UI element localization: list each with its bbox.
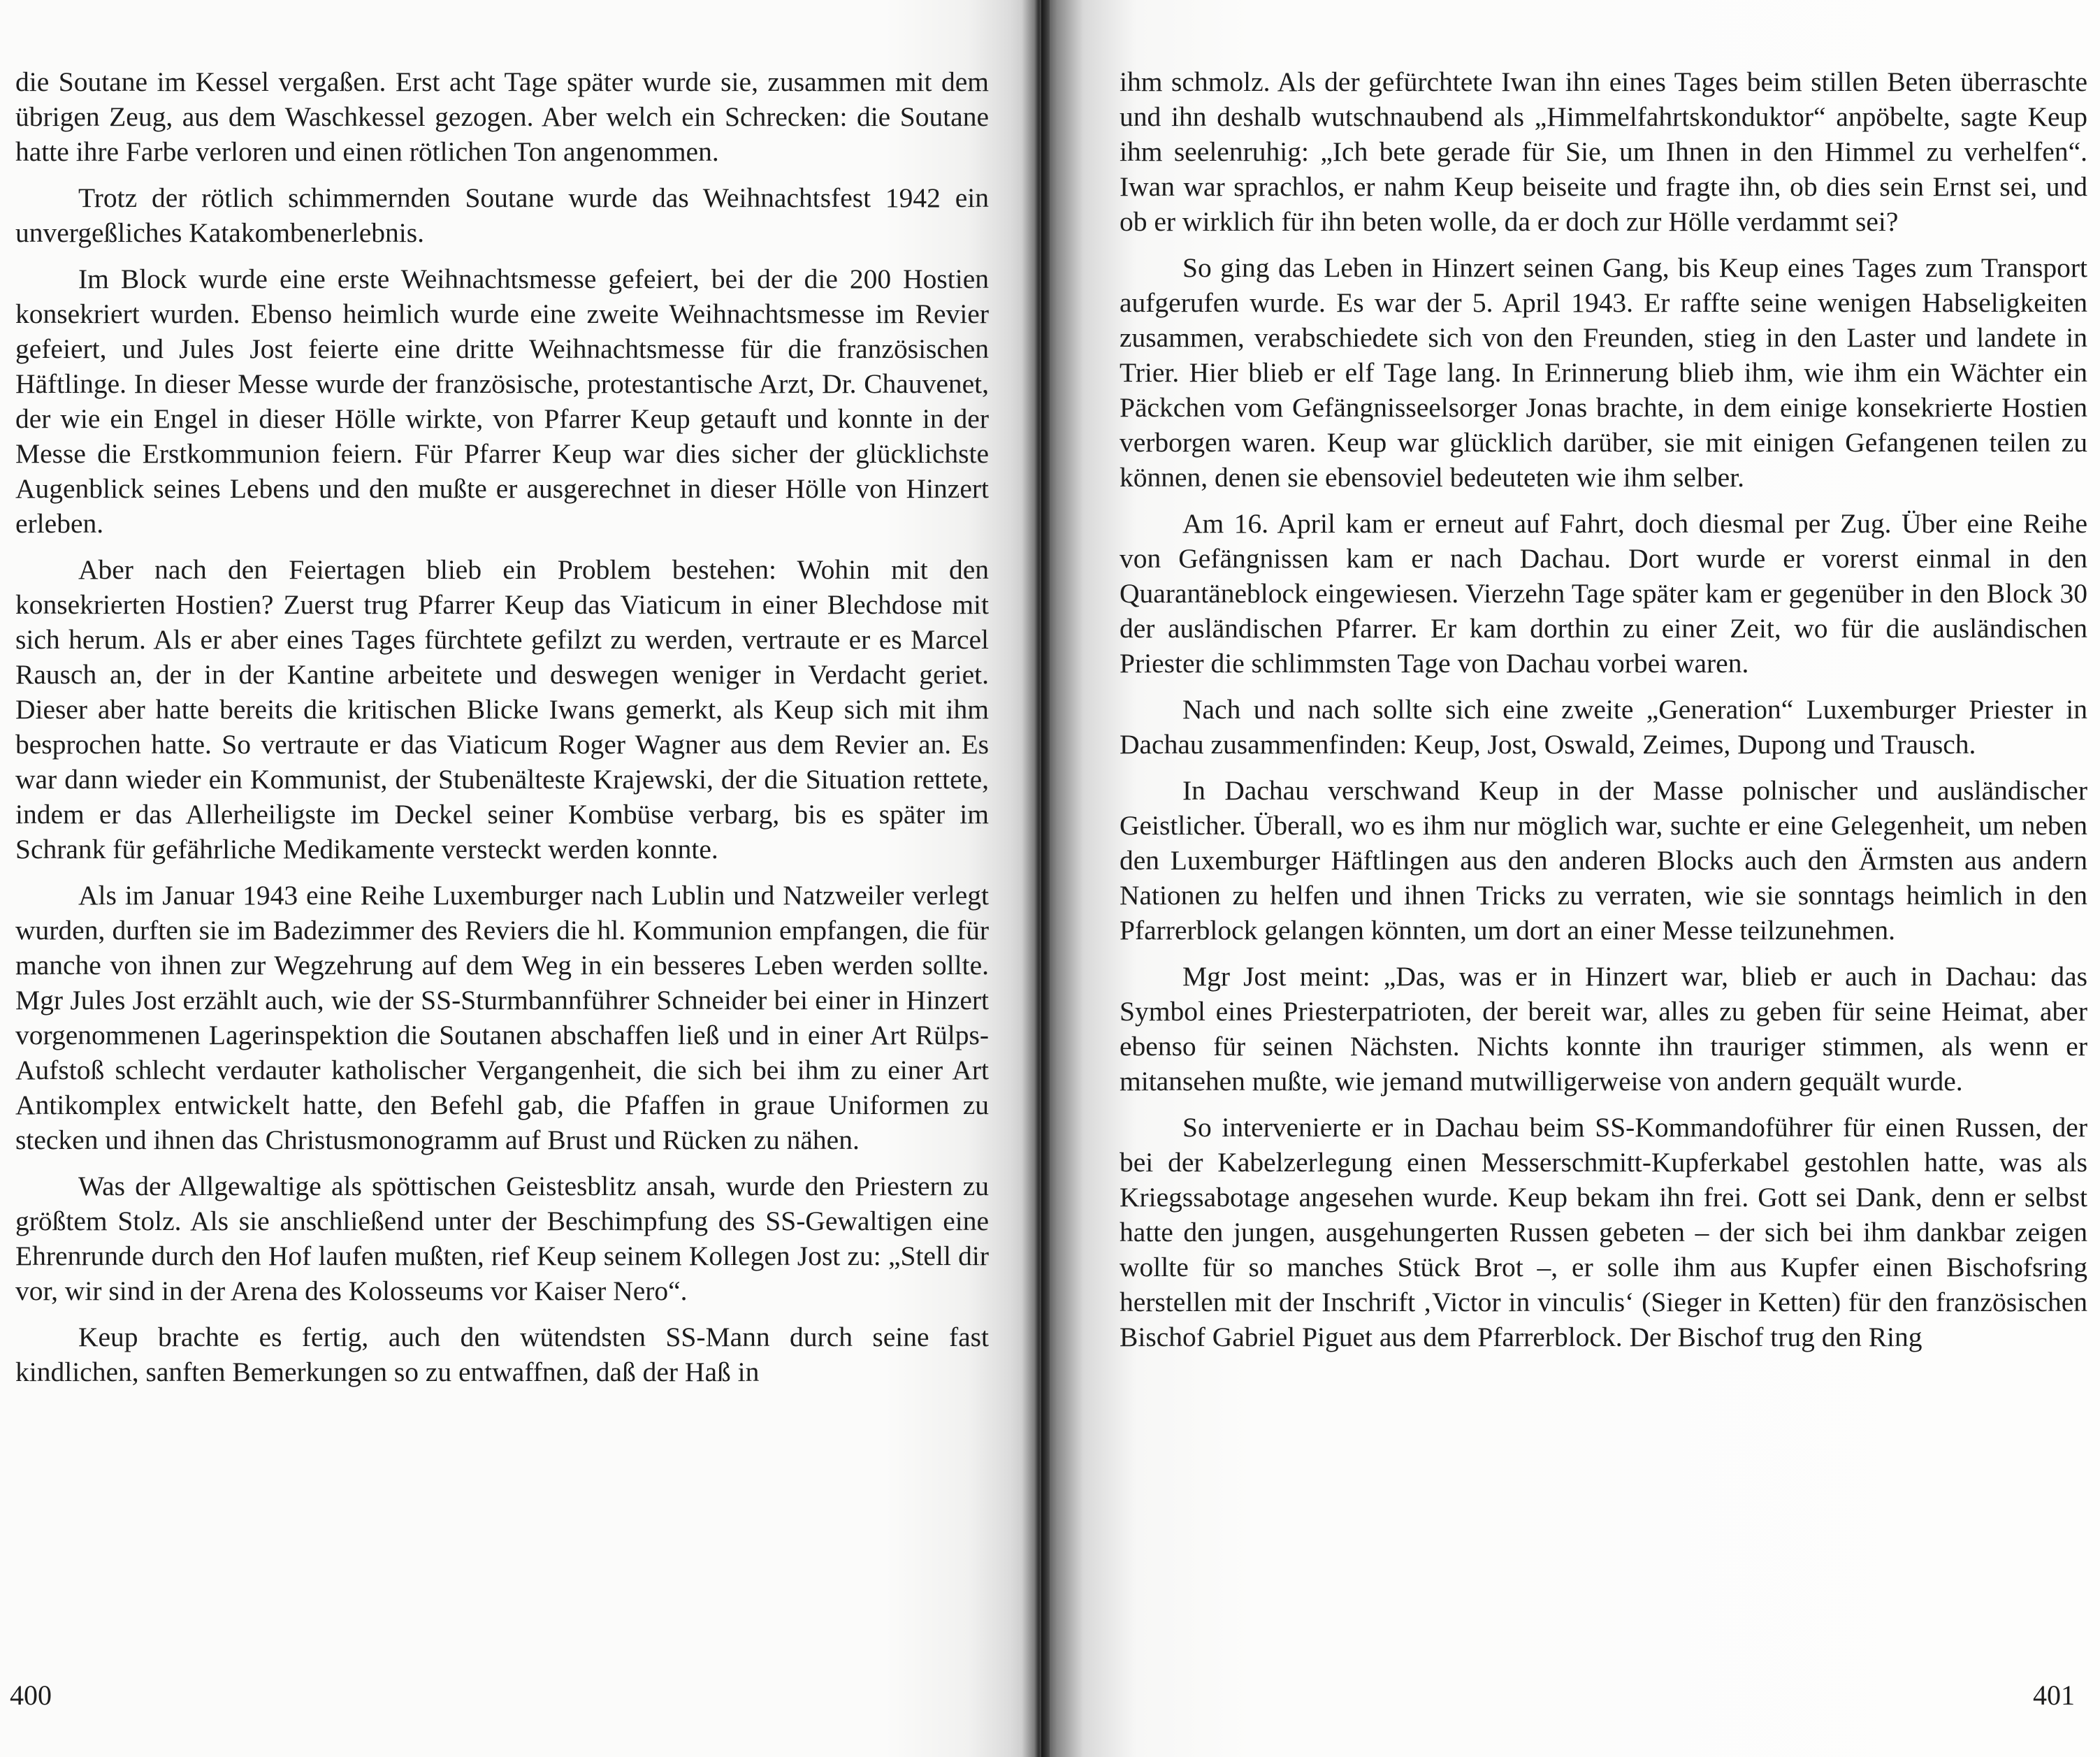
left-page bbox=[0, 0, 1041, 1757]
paragraph: Als im Januar 1943 eine Reihe Luxemburger nach Lublin und Natzweiler verlegt wurden, durften sie im Badezimmer des Reviers die hl. Kommunion empfangen, die für manche von ihnen zur Wegzehrung auf dem Weg in ein besseres Leben werden sollte. Mgr Jules Jost erzählt auch, wie der SS-Sturmbannführer Schneider bei einer in Hinzert vorgenommenen Lagerinspektion die Soutanen abschaffen ließ und in einer Art Rülps-Aufstoß schlecht verdauter katholischer Vergangenheit, die sich bei ihm zu einer Art Antikomplex entwickelt hatte, den Befehl gab, die Pfaffen in graue Uniformen zu stecken und ihnen das Christusmonogramm auf Brust und Rücken zu nähen. bbox=[15, 880, 989, 1155]
paragraph: die Soutane im Kessel vergaßen. Erst acht Tage später wurde sie, zusammen mit dem übrigen Zeug, aus dem Waschkessel gezogen. Aber welch ein Schrecken: die Soutane hatte ihre Farbe verloren und einen rötlichen Ton angenommen. bbox=[15, 66, 989, 167]
paragraph: In Dachau verschwand Keup in der Masse polnischer und ausländischer Geistlicher. Überall, wo es ihm nur möglich war, suchte er eine Gelegenheit, um neben den Luxemburger Häftlingen aus den anderen Blocks auch den Ärmsten aus andern Nationen zu helfen und ihnen Tricks zu verraten, wie sie sonntags heimlich in den Pfarrerblock gelangen könnten, um dort an einer Messe teilzunehmen. bbox=[1120, 775, 2087, 946]
paragraph: Aber nach den Feiertagen blieb ein Problem bestehen: Wohin mit den konsekrierten Hostien? Zuerst trug Pfarrer Keup das Viaticum in einer Blechdose mit sich herum. Als er aber eines Tages fürchtete gefilzt zu werden, vertraute er es Marcel Rausch an, der in der Kantine arbeitete und deswegen weniger in Verdacht geriet. Dieser aber hatte bereits die kritischen Blicke Iwans gemerkt, als Keup sich mit ihm besprochen hatte. So vertraute er das Viaticum Roger Wagner aus dem Revier an. Es war dann wieder ein Kommunist, der Stubenälteste Krajewski, der die Situation rettete, indem er das Allerheiligste im Deckel seiner Kombüse verbarg, bis es später im Schrank für gefährliche Medikamente versteckt werden konnte. bbox=[15, 554, 989, 865]
paragraph: Was der Allgewaltige als spöttischen Geistesblitz ansah, wurde den Priestern zu größtem Stolz. Als sie anschließend unter der Beschimpfung des SS-Gewaltigen eine Ehrenrunde durch den Hof laufen mußten, rief Keup seinem Kollegen Jost zu: „Stell dir vor, wir sind in der Arena des Kolosseums vor Kaiser Nero“. bbox=[15, 1171, 989, 1306]
book-gutter-shadow bbox=[1022, 0, 1050, 1757]
paragraph: Nach und nach sollte sich eine zweite „Generation“ Luxemburger Priester in Dachau zusammenfinden: Keup, Jost, Oswald, Zeimes, Dupong und Trausch. bbox=[1120, 694, 2087, 760]
paragraph: ihm schmolz. Als der gefürchtete Iwan ihn eines Tages beim stillen Beten überraschte und ihn deshalb wutschnaubend als „Himmelfahrtskonduktor“ anpöbelte, sagte Keup ihm seelenruhig: „Ich bete gerade für Sie, um Ihnen in den Himmel zu verhelfen“. Iwan war sprachlos, er nahm Keup beiseite und fragte ihn, ob dies sein Ernst sei, und ob er wirklich für ihn beten wolle, da er doch zur Hölle verdammt sei? bbox=[1120, 66, 2087, 237]
left-page-body bbox=[15, 64, 989, 1401]
right-page-body bbox=[1120, 64, 2087, 1366]
right-page bbox=[1041, 0, 2100, 1757]
page-number-left: 400 bbox=[10, 1679, 52, 1711]
page-number-right: 401 bbox=[2033, 1679, 2075, 1711]
paragraph: So intervenierte er in Dachau beim SS-Kommandoführer für einen Russen, der bei der Kabelzerlegung einen Messerschmitt-Kupferkabel gestohlen hatte, was als Kriegssabotage angesehen wurde. Keup bekam ihn frei. Gott sei Dank, denn er selbst hatte den jungen, ausgehungerten Russen gebeten – der sich bei ihm dankbar zeigen wollte für so manches Stück Brot –, er solle ihm aus Kupfer einen Bischofsring herstellen mit der Inschrift ‚Victor in vinculis‘ (Sieger in Ketten) für den französischen Bischof Gabriel Piguet aus dem Pfarrerblock. Der Bischof trug den Ring bbox=[1120, 1112, 2087, 1352]
paragraph: Mgr Jost meint: „Das, was er in Hinzert war, blieb er auch in Dachau: das Symbol eines Priesterpatrioten, der bereit war, alles zu geben für seine Heimat, aber ebenso für seinen Nächsten. Nichts konnte ihn trauriger stimmen, als wenn er mitansehen mußte, wie jemand mutwilligerweise von andern gequält wurde. bbox=[1120, 961, 2087, 1097]
paragraph: Am 16. April kam er erneut auf Fahrt, doch diesmal per Zug. Über eine Reihe von Gefängnissen kam er nach Dachau. Dort wurde er vorerst einmal in den Quarantäneblock eingewiesen. Vierzehn Tage später kam er gegenüber in den Block 30 der ausländischen Pfarrer. Er kam dorthin zu einer Zeit, wo für die ausländischen Priester die schlimmsten Tage von Dachau vorbei waren. bbox=[1120, 508, 2087, 679]
paragraph: Im Block wurde eine erste Weihnachtsmesse gefeiert, bei der die 200 Hostien konsekriert wurden. Ebenso heimlich wurde eine zweite Weihnachtsmesse im Revier gefeiert, und Jules Jost feierte eine dritte Weihnachtsmesse für die französischen Häftlinge. In dieser Messe wurde der französische, protestantische Arzt, Dr. Chauvenet, der wie ein Engel in dieser Hölle wirkte, von Pfarrer Keup getauft und konnte in der Messe die Erstkommunion feiern. Für Pfarrer Keup war dies sicher der glücklichste Augenblick seines Lebens und den mußte er ausgerechnet in dieser Hölle von Hinzert erleben. bbox=[15, 263, 989, 539]
paragraph: Keup brachte es fertig, auch den wütendsten SS-Mann durch seine fast kindlichen, sanften Bemerkungen so zu entwaffnen, daß der Haß in bbox=[15, 1322, 989, 1387]
paragraph: So ging das Leben in Hinzert seinen Gang, bis Keup eines Tages zum Transport aufgerufen wurde. Es war der 5. April 1943. Er raffte seine wenigen Habseligkeiten zusammen, verabschiedete sich von den Freunden, stieg in den Laster und landete in Trier. Hier blieb er elf Tage lang. In Erinnerung blieb ihm, wie ihm ein Wächter ein Päckchen vom Gefängnisseelsorger Jonas brachte, in dem einige konsekrierte Hostien verborgen waren. Keup war glücklich darüber, sie mit einigen Gefangenen teilen zu können, denen sie ebensoviel bedeuteten wie ihm selber. bbox=[1120, 252, 2087, 493]
paragraph: Trotz der rötlich schimmernden Soutane wurde das Weihnachtsfest 1942 ein unvergeßliches Katakombenerlebnis. bbox=[15, 182, 989, 248]
